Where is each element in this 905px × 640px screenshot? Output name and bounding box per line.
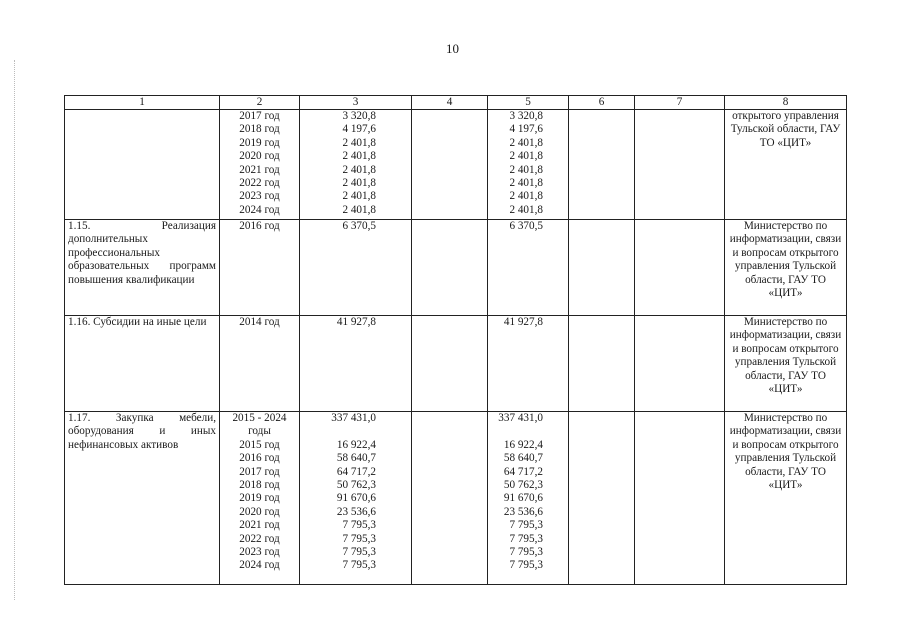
period-cell [220, 412, 300, 585]
amount-value: 7 795,3 [342, 532, 376, 545]
amount-value: 2 401,8 [342, 163, 376, 176]
amount-value: 3 320,8 [509, 110, 543, 122]
amount-value: 7 795,3 [342, 559, 376, 572]
amount-value: 7 795,3 [342, 545, 376, 558]
period-text: 2017 год [239, 110, 280, 122]
col4-cell [412, 110, 488, 220]
amount-value: 2 401,8 [509, 176, 543, 189]
amount-value: 7 795,3 [509, 559, 543, 572]
period-text: 2018 год [239, 478, 280, 491]
regional-budget-cell [488, 412, 569, 585]
amount-value: 6 370,5 [509, 220, 543, 232]
page-number: 10 [446, 41, 459, 56]
responsible-executor-cell: Министерство по информатизации, связи и вопросам открытого управления Тульской области, ГАУ ТО «ЦИТ» [725, 316, 847, 412]
period-text: 2023 год [239, 190, 280, 203]
period-text: 2023 год [239, 545, 280, 558]
period-text: 2014 год [239, 316, 280, 328]
period-text: 2015 - 2024 годы [232, 412, 287, 438]
amount-value: 2 401,8 [509, 136, 543, 149]
col7-cell [635, 220, 725, 316]
period-text: 2021 год [239, 163, 280, 176]
amount-value: 41 927,8 [503, 316, 543, 328]
amount-value: 7 795,3 [509, 519, 543, 532]
col4-cell [412, 316, 488, 412]
scan-margin-marks [14, 60, 17, 600]
col6-cell [569, 412, 635, 585]
period-text: 2019 год [239, 492, 280, 505]
amount-value: 6 370,5 [342, 220, 376, 232]
amount-value: 91 670,6 [336, 492, 376, 505]
period-text: 2024 год [239, 203, 280, 216]
period-text: 2020 год [239, 150, 280, 163]
period-text: 2021 год [239, 519, 280, 532]
header-cell: 3 [300, 96, 412, 110]
period-text: 2018 год [239, 123, 280, 136]
amount-value: 2 401,8 [509, 203, 543, 216]
period-cell [220, 316, 300, 412]
amount-value: 58 640,7 [503, 452, 543, 465]
regional-budget-cell [488, 220, 569, 316]
col7-cell [635, 412, 725, 585]
amount-value: 16 922,4 [503, 438, 543, 451]
period-text: 2022 год [239, 532, 280, 545]
amount-value: 2 401,8 [342, 203, 376, 216]
col6-cell [569, 110, 635, 220]
col7-cell [635, 316, 725, 412]
responsible-executor-cell: Министерство по информатизации, связи и вопросам открытого управления Тульской области, ГАУ ТО «ЦИТ» [725, 220, 847, 316]
amount-value: 64 717,2 [503, 465, 543, 478]
col4-cell [412, 220, 488, 316]
total-amount-cell [300, 220, 412, 316]
header-cell: 1 [65, 96, 220, 110]
col6-cell [569, 220, 635, 316]
amount-value: 2 401,8 [342, 190, 376, 203]
amount-value: 23 536,6 [336, 505, 376, 518]
responsible-executor-cell: Министерство по информатизации, связи и вопросам открытого управления Тульской области, ГАУ ТО «ЦИТ» [725, 412, 847, 585]
amount-value [303, 425, 408, 438]
regional-budget-cell [488, 316, 569, 412]
amount-value: 7 795,3 [509, 532, 543, 545]
table-row [65, 220, 847, 316]
budget-table [64, 95, 847, 585]
amount-value: 91 670,6 [503, 492, 543, 505]
amount-value: 50 762,3 [503, 478, 543, 491]
col4-cell [412, 412, 488, 585]
table-row [65, 110, 847, 220]
amount-value: 3 320,8 [342, 110, 376, 122]
header-cell: 4 [412, 96, 488, 110]
total-amount-cell [300, 110, 412, 220]
period-text: 2016 год [239, 452, 280, 465]
table-row [65, 316, 847, 412]
amount-value: 2 401,8 [342, 150, 376, 163]
amount-value [491, 425, 565, 438]
item-description-cell: 1.17. Закупка мебели, оборудования и иных нефинансовых активов [65, 412, 220, 585]
amount-value: 2 401,8 [509, 150, 543, 163]
header-cell: 5 [488, 96, 569, 110]
period-text: 2019 год [239, 136, 280, 149]
item-description-cell: 1.16. Субсидии на иные цели [65, 316, 220, 412]
header-cell: 7 [635, 96, 725, 110]
item-description-cell: 1.15. Реализация дополнительных профессиональных образовательных программ повышения квалификации [65, 220, 220, 316]
item-description-cell [65, 110, 220, 220]
period-text: 2022 год [239, 176, 280, 189]
amount-value: 4 197,6 [342, 123, 376, 136]
amount-value: 2 401,8 [509, 163, 543, 176]
period-text: 2015 год [239, 438, 280, 451]
period-cell [220, 220, 300, 316]
total-amount-cell [300, 412, 412, 585]
header-cell: 2 [220, 96, 300, 110]
amount-value: 2 401,8 [342, 176, 376, 189]
period-text: 2017 год [239, 465, 280, 478]
amount-value: 337 431,0 [498, 412, 543, 424]
amount-value: 7 795,3 [342, 519, 376, 532]
period-text: 2020 год [239, 505, 280, 518]
regional-budget-cell [488, 110, 569, 220]
amount-value: 2 401,8 [509, 190, 543, 203]
amount-value: 64 717,2 [336, 465, 376, 478]
amount-value: 16 922,4 [336, 438, 376, 451]
period-cell [220, 110, 300, 220]
amount-value: 4 197,6 [509, 123, 543, 136]
amount-value: 7 795,3 [509, 545, 543, 558]
header-cell: 8 [725, 96, 847, 110]
responsible-executor-cell: открытого управления Тульской области, ГАУ ТО «ЦИТ» [725, 110, 847, 220]
header-cell: 6 [569, 96, 635, 110]
amount-value: 41 927,8 [336, 316, 376, 328]
period-text: 2016 год [239, 220, 280, 232]
header-row [65, 96, 847, 110]
amount-value: 58 640,7 [336, 452, 376, 465]
total-amount-cell [300, 316, 412, 412]
amount-value: 2 401,8 [342, 136, 376, 149]
period-text: 2024 год [239, 559, 280, 572]
col7-cell [635, 110, 725, 220]
col6-cell [569, 316, 635, 412]
amount-value: 337 431,0 [331, 412, 376, 424]
table-row [65, 412, 847, 585]
amount-value: 23 536,6 [503, 505, 543, 518]
amount-value: 50 762,3 [336, 478, 376, 491]
